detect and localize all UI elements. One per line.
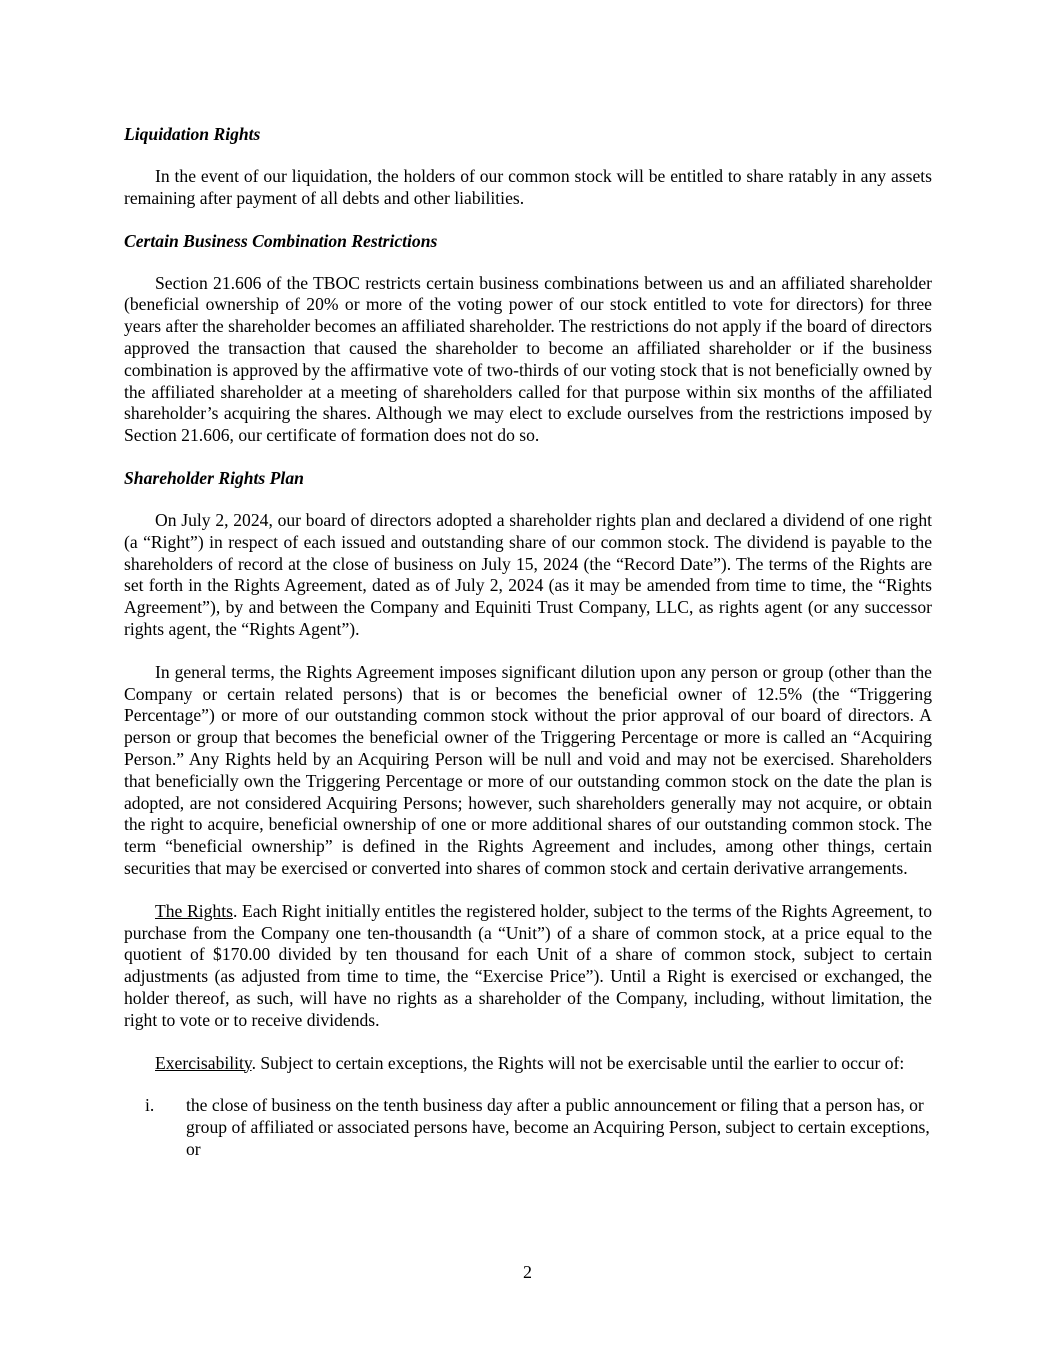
the-rights-label: The Rights <box>155 900 233 921</box>
exercisability-text: . Subject to certain exceptions, the Rights will not be exercisable until the earlier to occur of: <box>251 1052 905 1073</box>
page-number: 2 <box>523 1262 532 1282</box>
heading-business-combination: Certain Business Combination Restrictions <box>124 230 438 251</box>
paragraph-exercisability <box>124 1053 932 1075</box>
list-item <box>124 1095 932 1160</box>
paragraph-liquidation: In the event of our liquidation, the holders of our common stock will be entitled to share ratably in any assets remaining after payment of all debts and other liabilities. <box>124 166 932 208</box>
heading-liquidation-rights: Liquidation Rights <box>124 124 261 144</box>
spacer <box>124 1074 932 1095</box>
paragraph-business-combination: Section 21.606 of the TBOC restricts certain business combinations between us and an affiliated shareholder (beneficial ownership of 20% or more of the voting power of our stock entitled to vote for directors) for three years after the shareholder becomes an affiliated shareholder. The restrictions do not apply if the board of directors approved the transaction that caused the shareholder to become an affiliated shareholder or if the business combination is approved by the affirmative vote of two-thirds of our voting stock that is not beneficially owned by the affiliated shareholder at a meeting of shareholders called for that purpose within six months of the affiliated shareholder’s acquiring the shares. Although we may elect to exclude ourselves from the restrictions imposed by Section 21.606, our certificate of formation does not do so. <box>124 272 932 446</box>
document-page <box>124 124 932 1161</box>
the-rights-text: . Each Right initially entitles the registered holder, subject to the terms of the Rights Agreement, to purchase from the Company one ten-thousandth (a “Unit”) of a share of common stock, at a price equal to the quotient of $170.00 divided by ten thousand for each Unit of a share of common stock, subject to certain adjustments (as adjusted from time to time, the “Exercise Price”). Until a Right is exercised or exchanged, the holder thereof, as such, will have no rights as a shareholder of the Company, including, without limitation, the right to vote or to receive dividends. <box>124 900 933 1030</box>
spacer <box>124 490 932 510</box>
list-item-text: the close of business on the tenth business day after a public announcement or filing that a person has, or group of affiliated or associated persons have, become an Acquiring Person, subject to certain exceptions, or <box>186 1095 930 1159</box>
spacer <box>124 880 932 901</box>
heading-shareholder-rights-plan: Shareholder Rights Plan <box>124 467 304 488</box>
exercisability-label: Exercisability <box>155 1052 252 1073</box>
spacer <box>124 146 932 166</box>
spacer <box>124 447 932 468</box>
spacer <box>124 641 932 662</box>
spacer <box>124 210 932 231</box>
spacer <box>124 253 932 273</box>
spacer <box>124 1032 932 1053</box>
paragraph-rights-plan-adoption: On July 2, 2024, our board of directors adopted a shareholder rights plan and declared a dividend of one right (a “Right”) in respect of each issued and outstanding share of our common stock. The dividend is payable to the shareholders of record at the close of business on July 15, 2024 (the “Record Date”). The terms of the Rights are set forth in the Rights Agreement, dated as of July 2, 2024 (as it may be amended from time to time, the “Rights Agreement”), by and between the Company and Equiniti Trust Company, LLC, as rights agent (or any successor rights agent, the “Rights Agent”). <box>124 509 932 639</box>
paragraph-rights-agreement-general: In general terms, the Rights Agreement imposes significant dilution upon any person or group (other than the Company or certain related persons) that is or becomes the beneficial owner of 12.5% (the “Triggering Percentage”) or more of our outstanding common stock without the prior approval of our board of directors. A person or group that becomes the beneficial owner of the Triggering Percentage or more is called an “Acquiring Person.” Any Rights held by an Acquiring Person will be null and void and may not be exercised. Shareholders that beneficially own the Triggering Percentage or more of our outstanding common stock on the date the plan is adopted, are not considered Acquiring Persons; however, such shareholders generally may not acquire, or obtain the right to acquire, beneficial ownership of one or more additional shares of our outstanding common stock. The term “beneficial ownership” is defined in the Rights Agreement and includes, among other things, certain securities that may be exercised or converted into shares of common stock and certain derivative arrangements. <box>124 661 932 878</box>
paragraph-the-rights <box>124 901 932 1032</box>
list-marker: i. <box>145 1095 155 1116</box>
